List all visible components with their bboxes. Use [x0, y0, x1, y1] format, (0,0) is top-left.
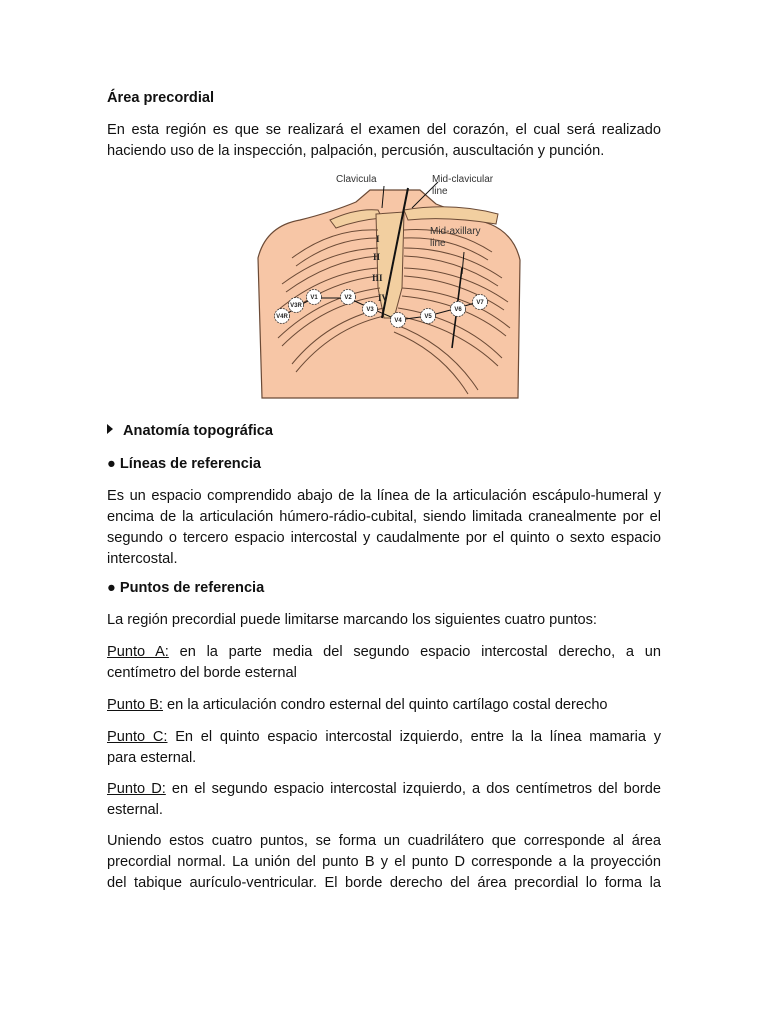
closing-line-1: Uniendo estos cuatro puntos, se forma un cuadrilátero que corresponde al área [107, 833, 661, 849]
chest-illustration [252, 168, 524, 400]
lineas-line-1: Es un espacio comprendido abajo de la línea de la articulación escápulo-humeral y [107, 488, 661, 504]
punto-c-text-1: En el quinto espacio intercostal izquierdo, entre la la línea mamaria y [167, 729, 661, 745]
electrode-v1 [307, 290, 322, 305]
label-mid-clavicular-2: line [432, 186, 448, 197]
electrode-v4r [275, 309, 290, 324]
svg-text:V6: V6 [454, 307, 462, 313]
svg-text:V2: V2 [344, 295, 352, 301]
rib-label-4: IV [378, 293, 389, 303]
electrode-v3 [363, 302, 378, 317]
punto-a-text-1: en la parte media del segundo espacio intercostal derecho, a un [168, 644, 661, 660]
intro-paragraph [107, 120, 661, 162]
closing-line-3: del tabique aurículo-ventricular. El borde derecho del área precordial lo forma la [107, 875, 661, 891]
intro-line-2: haciendo uso de la inspección, palpación, percusión, auscultación y punción. [107, 143, 605, 159]
svg-text:V1: V1 [310, 295, 318, 301]
punto-d [107, 779, 661, 821]
punto-a-label: Punto A: [107, 644, 169, 660]
punto-a-text-2: centímetro del borde esternal [107, 665, 297, 681]
section-lineas: ● Líneas de referencia [107, 456, 262, 472]
rib-label-3: III [372, 273, 383, 283]
puntos-intro: La región precordial puede limitarse marcando los siguientes cuatro puntos: [107, 612, 597, 628]
punto-d-label: Punto D: [107, 781, 166, 797]
intro-line-1: En esta región es que se realizará el examen del corazón, el cual será realizado [107, 122, 661, 138]
label-mid-clavicular-1: Mid-clavicular [432, 174, 494, 185]
section-anatomia-label: Anatomía topográfica [123, 423, 274, 439]
label-clavicula: Clavicula [336, 174, 377, 185]
electrode-v4 [391, 313, 406, 328]
svg-text:V5: V5 [424, 314, 432, 320]
punto-c-label: Punto C: [107, 729, 168, 745]
punto-d-text-1: en el segundo espacio intercostal izquierdo, a dos centímetros del borde [165, 781, 661, 797]
closing-line-2: precordial normal. La unión del punto B y el punto D corresponde a la proyección [107, 854, 661, 870]
closing-paragraph [107, 831, 661, 894]
lineas-line-2: encima de la articulación húmero-rádio-cubital, siendo limitada cranealmente por el [107, 509, 661, 525]
lineas-line-4: intercostal. [107, 551, 178, 567]
punto-a [107, 642, 661, 684]
svg-text:V3: V3 [366, 307, 374, 313]
electrode-v5 [421, 309, 436, 324]
lineas-line-3: segundo o tercero espacio intercostal y caudalmente por el quinto o sexto espacio [107, 530, 661, 546]
page-title: Área precordial [107, 90, 215, 106]
label-mid-axillary-1: Mid-axillary [430, 226, 481, 237]
svg-text:V3R: V3R [290, 303, 302, 309]
section-anatomia [107, 421, 661, 442]
electrode-v2 [341, 290, 356, 305]
rib-label-1: I [376, 234, 380, 244]
svg-text:V4: V4 [394, 318, 402, 324]
punto-c [107, 727, 661, 769]
svg-text:V4R: V4R [276, 314, 288, 320]
punto-d-text-2: esternal. [107, 802, 163, 818]
svg-text:V7: V7 [476, 300, 484, 306]
precordial-diagram [252, 168, 524, 400]
electrode-v3r [289, 298, 304, 313]
punto-b [107, 695, 661, 716]
punto-b-label: Punto B: [107, 697, 163, 713]
rib-label-2: II [373, 252, 381, 262]
section-puntos: ● Puntos de referencia [107, 580, 265, 596]
triangle-bullet-icon [107, 424, 113, 434]
electrode-v7 [473, 295, 488, 310]
electrode-v6 [451, 302, 466, 317]
label-mid-axillary-2: line [430, 238, 446, 249]
punto-c-text-2: para esternal. [107, 750, 197, 766]
punto-b-text: en la articulación condro esternal del quinto cartílago costal derecho [162, 697, 608, 713]
lineas-paragraph [107, 486, 661, 570]
